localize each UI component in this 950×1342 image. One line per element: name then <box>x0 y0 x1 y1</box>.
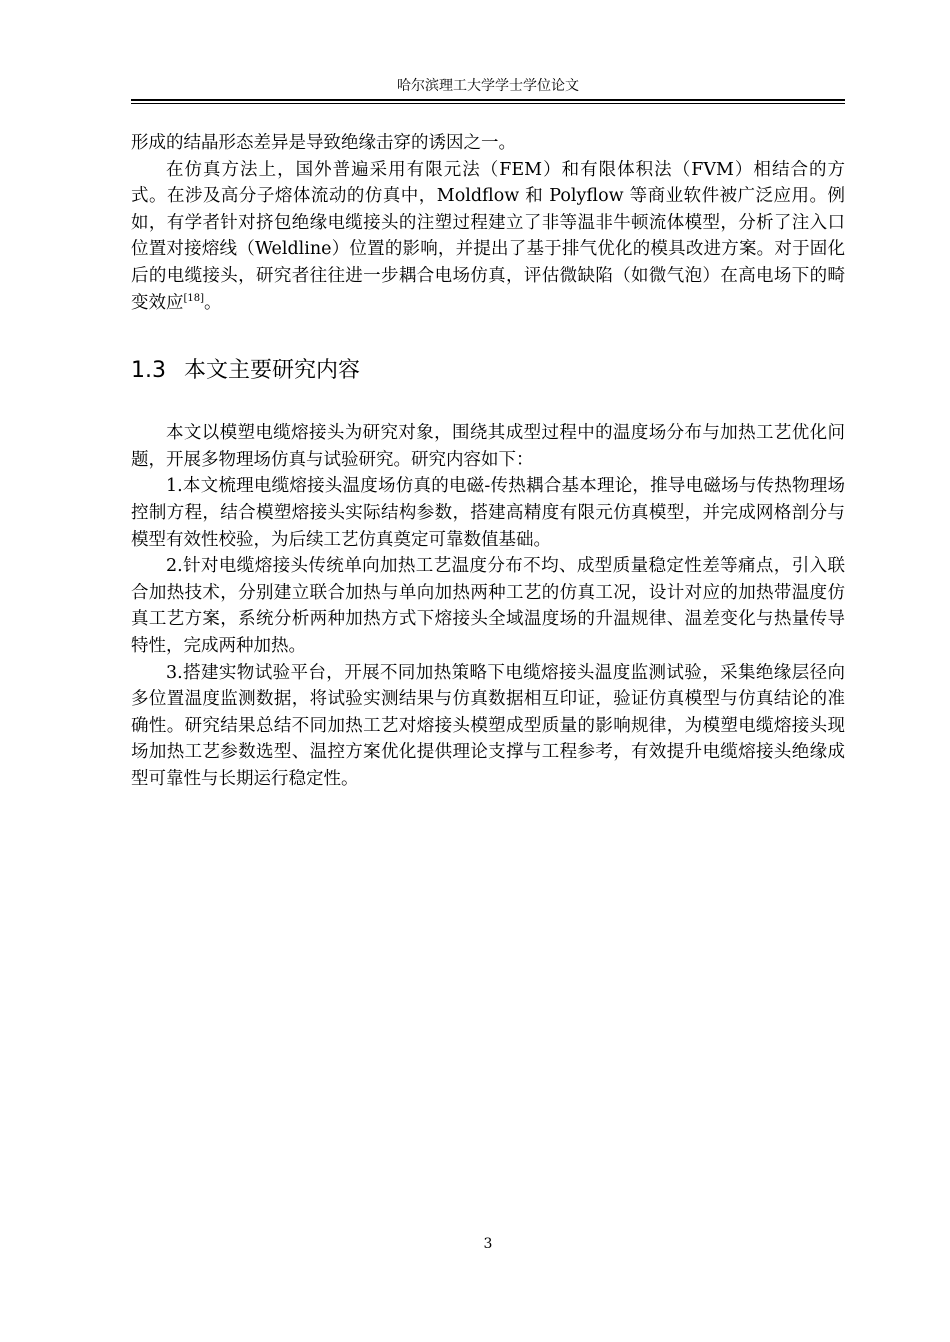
paragraph-research-intro: 本文以模塑电缆熔接头为研究对象，围绕其成型过程中的温度场分布与加热工艺优化问题，开展多物理场仿真与试验研究。研究内容如下： <box>131 423 845 470</box>
research-item-2: 2.针对电缆熔接头传统单向加热工艺温度分布不均、成型质量稳定性差等痛点，引入联合加热技术，分别建立联合加热与单向加热两种工艺的仿真工况，设计对应的加热带温度仿真工艺方案，系统分析两种加热方式下熔接头全域温度场的升温规律、温差变化与热量传导特性，完成两种加热。 <box>131 556 845 656</box>
page-number: 3 <box>483 1236 493 1252</box>
research-item-3: 3.搭建实物试验平台，开展不同加热策略下电缆熔接头温度监测试验，采集绝缘层径向多位置温度监测数据，将试验实测结果与仿真数据相互印证，验证仿真模型与仿真结论的准确性。研究结果总结不同加热工艺对熔接头模塑成型质量的影响规律，为模塑电缆熔接头现场加热工艺参数选型、温控方案优化提供理论支撑与工程参考，有效提升电缆熔接头绝缘成型可靠性与长期运行稳定性。 <box>131 662 845 789</box>
paragraph-simulation-methods-end: 。 <box>204 292 222 313</box>
paragraph-simulation-methods <box>131 157 845 317</box>
research-item-1: 1.本文梳理电缆熔接头温度场仿真的电磁-传热耦合基本理论，推导电磁场与传热物理场控制方程，结合模塑熔接头实际结构参数，搭建高精度有限元仿真模型，并完成网格剖分与模型有效性校验，为后续工艺仿真奠定可靠数值基础。 <box>131 476 845 550</box>
section-title: 本文主要研究内容 <box>184 358 361 384</box>
section-number: 1.3 <box>131 358 166 384</box>
citation-18: [18] <box>183 292 205 304</box>
paragraph-simulation-methods-text: 在仿真方法上，国外普遍采用有限元法（FEM）和有限体积法（FVM）相结合的方式。在涉及高分子熔体流动的仿真中，Moldflow 和 Polyflow 等商业软件被广泛应用。例如，有学者针对挤包绝缘电缆接头的注塑过程建立了非等温非牛顿流体模型，分析了注入口位置对接熔线（Weldline）位置的影响，并提出了基于排气优化的模具改进方案。对于固化后的电缆接头，研究者往往进一步耦合电场仿真，评估微缺陷（如微气泡）在高电场下的畸变效应 <box>131 159 845 313</box>
paragraph-continuation: 形成的结晶形态差异是导致绝缘击穿的诱因之一。 <box>131 133 516 153</box>
header-rule-thick <box>131 99 845 101</box>
running-header: 哈尔滨理工大学学士学位论文 <box>397 78 579 94</box>
body-text <box>131 130 845 792</box>
section-heading <box>131 356 845 386</box>
header-rule-thin <box>131 103 845 104</box>
